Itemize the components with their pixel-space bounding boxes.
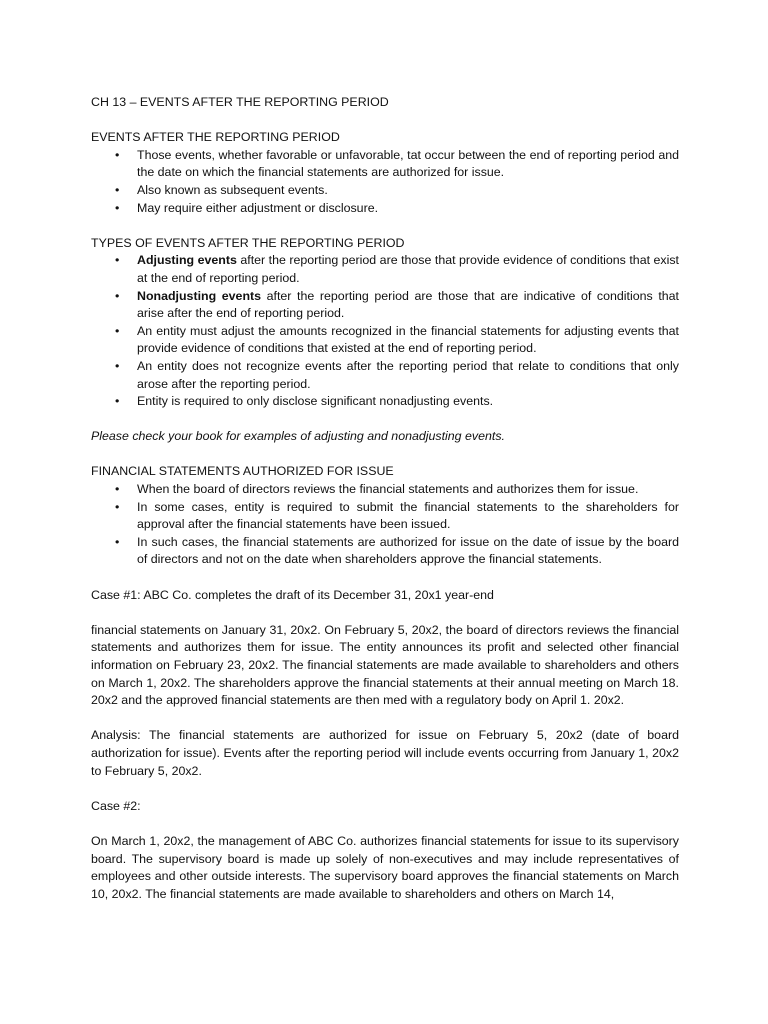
types-list [91,252,679,410]
list-item: • When the board of directors reviews the financial statements and authorizes them for issue. [91,481,679,499]
list-item [91,252,679,287]
spacer [91,815,679,833]
spacer [91,217,679,235]
section-heading-types: TYPES OF EVENTS AFTER THE REPORTING PERIOD [91,235,405,250]
authorized-list [91,481,679,569]
page-title: CH 13 – EVENTS AFTER THE REPORTING PERIOD [91,95,389,109]
spacer [91,569,679,587]
case1-title: Case #1: ABC Co. completes the draft of its December 31, 20x1 year-end [91,587,494,602]
document-body [91,94,679,903]
spacer [91,604,679,622]
term-definition: after the reporting period are those that are indicative of conditions that arise after the end of reporting period. [137,288,679,321]
case1-analysis: Analysis: The financial statements are authorized for issue on February 5, 20x2 (date of board authorization for issue). Events after the reporting period will include events occurring from January 1, 20x2 to February 5, 20x2. [91,728,679,778]
term-adjusting: Adjusting events [137,253,237,268]
section-heading-authorized: FINANCIAL STATEMENTS AUTHORIZED FOR ISSUE [91,464,394,479]
book-note: Please check your book for examples of adjusting and nonadjusting events. [91,429,505,444]
spacer [91,780,679,798]
list-item: • Entity is required to only disclose significant nonadjusting events. [91,393,679,411]
spacer [91,112,679,130]
term-nonadjusting: Nonadjusting events [137,288,262,303]
events-list [91,147,679,217]
case1-body: financial statements on January 31, 20x2. On February 5, 20x2, the board of directors reviews the financial statements and authorizes them for issue. The entity announces its profit and selected other financial information on February 23, 20x2. The financial statements are made available to shareholders and others on March 1, 20x2. The shareholders approve the financial statements at their annual meeting on March 18. 20x2 and the approved financial statements are then med with a regulatory body on April 1. 20x2. [91,622,679,708]
list-item: • In some cases, entity is required to submit the financial statements to the shareholders for approval after the financial statements have been issued. [91,499,679,534]
case2-body: On March 1, 20x2, the management of ABC Co. authorizes financial statements for issue to its supervisory board. The supervisory board is made up solely of non-executives and may include representatives of employees and other outside interests. The supervisory board approves the financial statements on March 10, 20x2. The financial statements are made available to shareholders and others on March 14, [91,833,679,901]
list-item: • An entity must adjust the amounts recognized in the financial statements for adjusting events that provide evidence of conditions that existed at the end of reporting period. [91,323,679,358]
list-item: • In such cases, the financial statements are authorized for issue on the date of issue by the board of directors and not on the date when shareholders approve the financial statements. [91,534,679,569]
list-item: • May require either adjustment or disclosure. [91,200,679,218]
spacer [91,446,679,464]
spacer [91,710,679,728]
list-item: • Those events, whether favorable or unfavorable, tat occur between the end of reporting period and the date on which the financial statements are authorized for issue. [91,147,679,182]
section-heading-events: EVENTS AFTER THE REPORTING PERIOD [91,130,340,145]
list-item: • Also known as subsequent events. [91,182,679,200]
list-item [91,288,679,323]
spacer [91,411,679,429]
term-definition: after the reporting period are those that provide evidence of conditions that exist at the end of reporting period. [137,253,679,285]
list-item: • An entity does not recognize events after the reporting period that relate to conditions that only arose after the reporting period. [91,358,679,393]
case2-title: Case #2: [91,798,141,813]
